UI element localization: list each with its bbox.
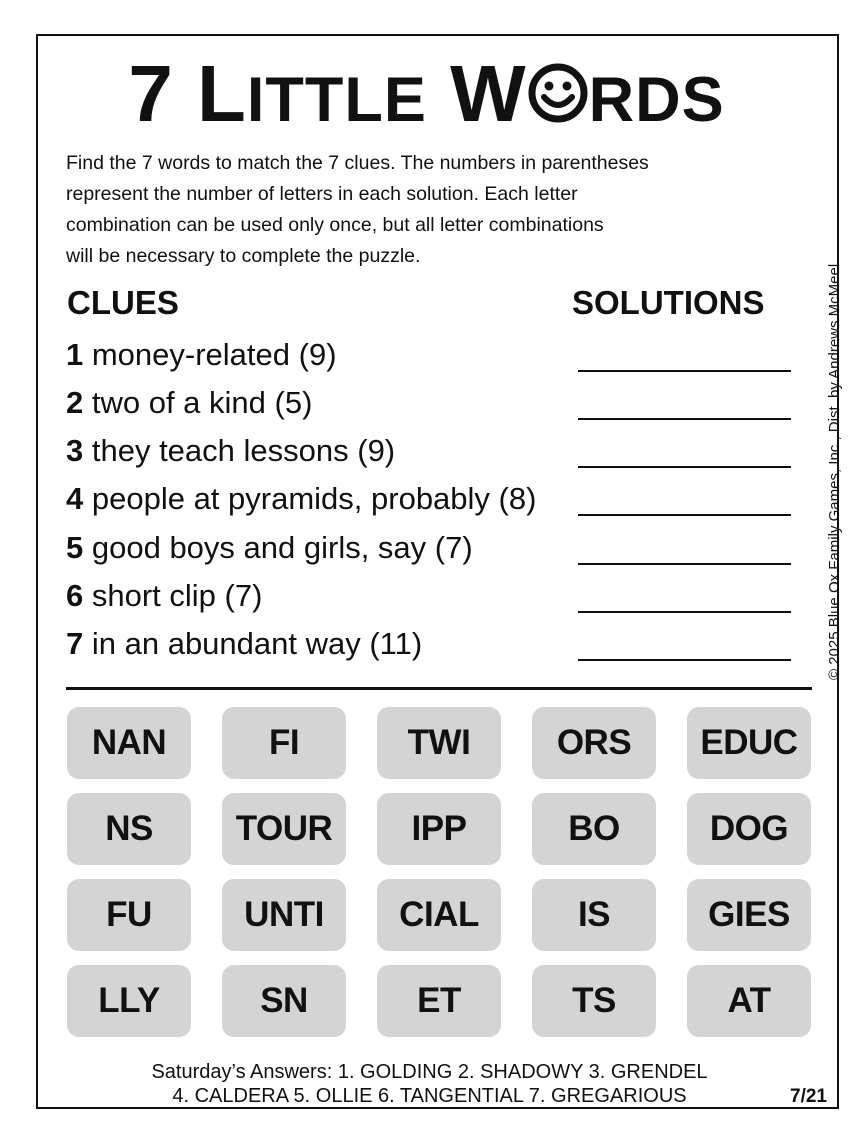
title-number: 7 — [128, 49, 174, 138]
solution-blank-4[interactable] — [578, 514, 791, 516]
title-word2-rest: RDS — [588, 65, 725, 135]
clue-1 — [66, 335, 337, 375]
previous-answers — [66, 1060, 793, 1108]
solution-blank-2[interactable] — [578, 418, 791, 420]
clue-number: 5 — [66, 530, 84, 565]
letter-tile[interactable]: ET — [377, 965, 501, 1037]
instructions-line: represent the number of letters in each solution. Each letter — [66, 183, 578, 205]
clue-number: 2 — [66, 385, 84, 420]
clue-3 — [66, 431, 395, 471]
letter-tile[interactable]: IS — [532, 879, 656, 951]
letter-tile[interactable]: IPP — [377, 793, 501, 865]
letter-tile[interactable]: BO — [532, 793, 656, 865]
clue-text: in an abundant way (11) — [83, 626, 423, 661]
clue-text: good boys and girls, say (7) — [83, 530, 473, 565]
instructions-line: Find the 7 words to match the 7 clues. The numbers in parentheses — [66, 152, 649, 174]
solution-blank-7[interactable] — [578, 659, 791, 661]
letter-tile[interactable]: ORS — [532, 707, 656, 779]
clue-5 — [66, 528, 473, 568]
title-word2-initial: W — [450, 49, 527, 138]
clue-number: 6 — [66, 578, 84, 613]
clue-number: 1 — [66, 337, 84, 372]
clues-header: CLUES — [67, 284, 179, 321]
instructions-line: will be necessary to complete the puzzle. — [66, 245, 421, 267]
clue-4 — [66, 479, 536, 519]
copyright-credit: © 2025 Blue Ox Family Games, Inc., Dist. by Andrews McMeel — [826, 263, 843, 680]
answers-line: Saturday’s Answers: 1. GOLDING 2. SHADOWY 3. GRENDEL — [151, 1061, 708, 1083]
clue-number: 7 — [66, 626, 84, 661]
title-word1-rest: ITTLE — [246, 65, 427, 135]
smiley-icon — [528, 63, 588, 123]
letter-tile[interactable]: FU — [67, 879, 191, 951]
clue-text: short clip (7) — [83, 578, 263, 613]
letter-tile[interactable]: LLY — [67, 965, 191, 1037]
letter-tile[interactable]: NS — [67, 793, 191, 865]
solution-blank-6[interactable] — [578, 611, 791, 613]
answers-line: 4. CALDERA 5. OLLIE 6. TANGENTIAL 7. GREGARIOUS — [172, 1085, 687, 1107]
letter-tile[interactable]: SN — [222, 965, 346, 1037]
solution-blank-5[interactable] — [578, 563, 791, 565]
clue-text: two of a kind (5) — [83, 385, 313, 420]
section-divider — [66, 687, 812, 690]
letter-tile[interactable]: CIAL — [377, 879, 501, 951]
letter-tile[interactable]: TOUR — [222, 793, 346, 865]
letter-tile[interactable]: GIES — [687, 879, 811, 951]
clue-6 — [66, 576, 262, 616]
letter-tile[interactable]: NAN — [67, 707, 191, 779]
puzzle-date: 7/21 — [790, 1086, 827, 1107]
clue-text: they teach lessons (9) — [83, 433, 396, 468]
solution-blank-3[interactable] — [578, 466, 791, 468]
solution-blank-1[interactable] — [578, 370, 791, 372]
instructions-line: combination can be used only once, but all letter combinations — [66, 214, 604, 236]
puzzle-title — [0, 44, 853, 144]
letter-tile[interactable]: TWI — [377, 707, 501, 779]
letter-tile[interactable]: DOG — [687, 793, 811, 865]
clue-7 — [66, 624, 422, 664]
clue-number: 3 — [66, 433, 84, 468]
letter-tile[interactable]: TS — [532, 965, 656, 1037]
clue-text: money-related (9) — [83, 337, 337, 372]
clue-2 — [66, 383, 312, 423]
solutions-header: SOLUTIONS — [572, 284, 765, 321]
letter-tile[interactable]: UNTI — [222, 879, 346, 951]
letter-tile[interactable]: FI — [222, 707, 346, 779]
letter-tile[interactable]: EDUC — [687, 707, 811, 779]
instructions — [66, 148, 814, 272]
clue-number: 4 — [66, 481, 84, 516]
clue-text: people at pyramids, probably (8) — [83, 481, 537, 516]
letter-tile[interactable]: AT — [687, 965, 811, 1037]
title-word1-initial: L — [197, 49, 247, 138]
